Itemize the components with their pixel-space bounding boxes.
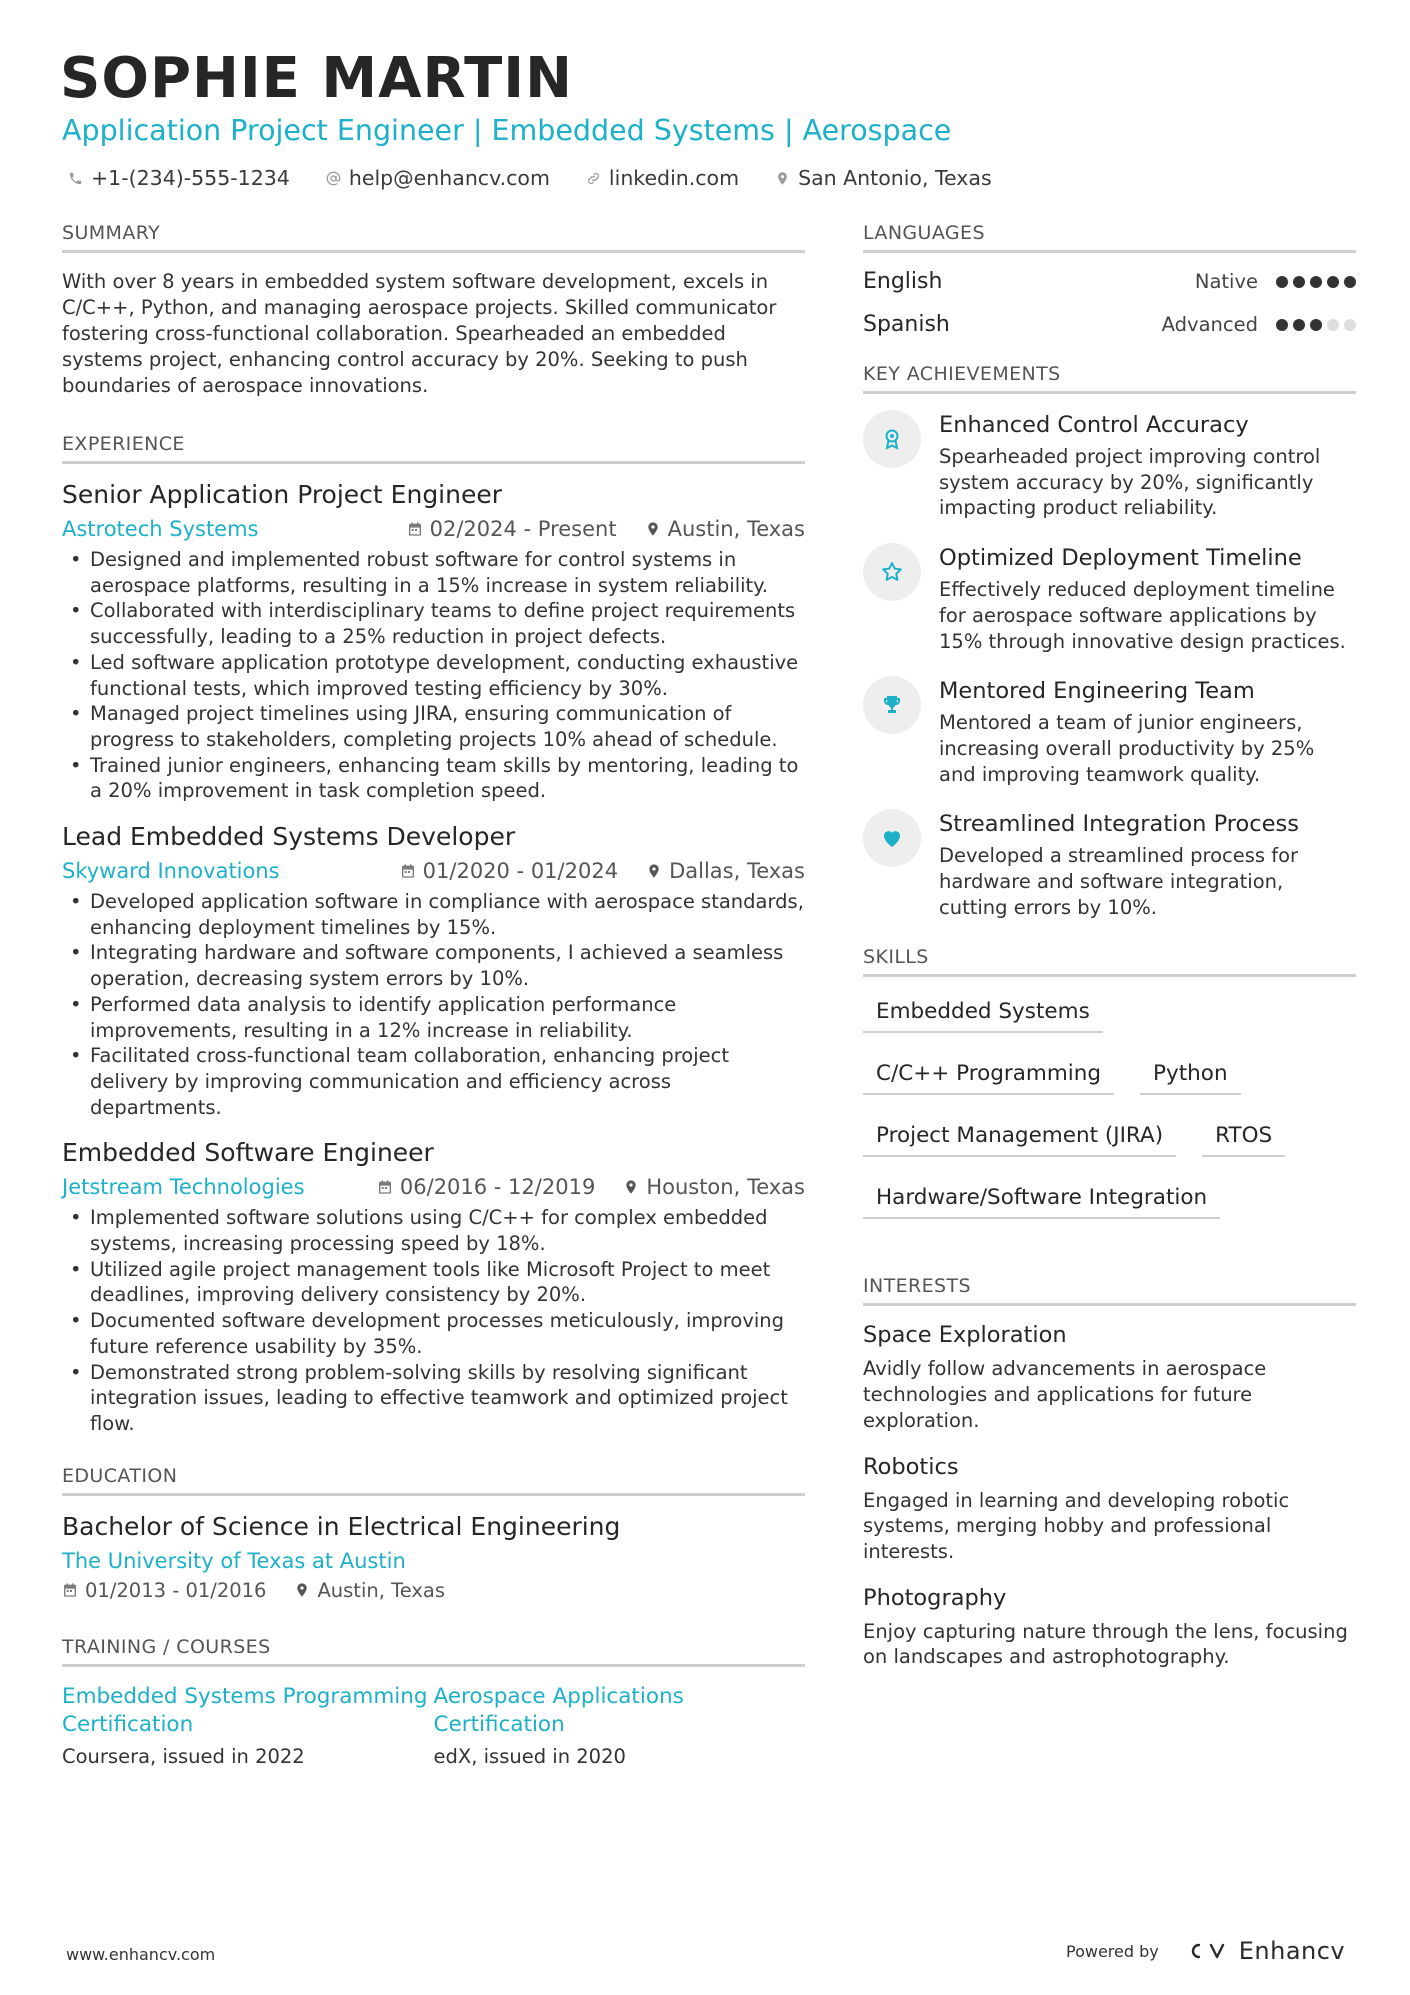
skill-tags <box>863 991 1356 1219</box>
achievement-item <box>863 676 1356 787</box>
email-text: help@enhancv.com <box>348 166 550 190</box>
job-dates <box>400 859 618 883</box>
skill-tag: Python <box>1140 1053 1241 1095</box>
job-tagline: Application Project Engineer | Embedded Systems | Aerospace <box>62 114 952 147</box>
proficiency-dot <box>1327 276 1339 288</box>
education-meta <box>62 1579 805 1602</box>
course-item <box>434 1683 806 1768</box>
language-name: Spanish <box>863 312 950 337</box>
trophy-icon <box>880 693 904 717</box>
experience-heading: EXPERIENCE <box>62 433 805 464</box>
achievement-body <box>939 543 1356 654</box>
job-bullets <box>62 547 805 804</box>
achievement-item <box>863 410 1356 521</box>
location-text: San Antonio, Texas <box>798 166 992 190</box>
proficiency-dot <box>1327 319 1339 331</box>
bullet-item: • Designed and implemented robust software for control systems in aerospace platforms, resulting in a 15% increase in system reliability. <box>90 547 805 598</box>
location-pin-icon <box>775 171 790 186</box>
summary-text: With over 8 years in embedded system software development, excels in C/C++, Python, and managing aerospace projects. Skilled communicator fostering cross-functional collaboration. Spearheaded an embedded systems project, enhancing control accuracy by 20%. Seeking to push boundaries of aerospace innovations. <box>62 270 777 397</box>
company-name: Astrotech Systems <box>62 517 259 541</box>
language-row <box>863 269 1356 294</box>
bullet-item: • Facilitated cross-functional team collaboration, enhancing project delivery by improving communication and efficiency across departments. <box>90 1043 805 1120</box>
calendar-icon <box>62 1582 78 1598</box>
skills-section <box>863 946 1356 1219</box>
school-name: The University of Texas at Austin <box>62 1548 406 1573</box>
bullet-item: • Trained junior engineers, enhancing team skills by mentoring, leading to a 20% improvement in task completion speed. <box>90 753 805 804</box>
location-pin-icon <box>623 1179 639 1195</box>
job-meta <box>62 517 805 541</box>
language-level: Advanced <box>1161 313 1258 336</box>
calendar-icon <box>377 1179 393 1195</box>
proficiency-dots <box>1276 276 1356 288</box>
bullet-item: • Developed application software in compliance with aerospace standards, enhancing deployment timelines by 15%. <box>90 889 805 940</box>
education-section <box>62 1465 805 1602</box>
proficiency-dot <box>1344 319 1356 331</box>
achievement-body <box>939 410 1356 521</box>
languages-section <box>863 222 1356 337</box>
languages-heading: LANGUAGES <box>863 222 1356 253</box>
footer-branding <box>1066 1937 1345 1965</box>
contact-phone[interactable] <box>68 166 290 190</box>
achievement-desc: Mentored a team of junior engineers, increasing overall productivity by 25% and improving teamwork quality. <box>939 711 1315 786</box>
footer-website[interactable]: www.enhancv.com <box>66 1945 216 1964</box>
experience-section <box>62 433 805 1437</box>
interests-section <box>863 1275 1356 1670</box>
skill-tag: RTOS <box>1202 1115 1285 1157</box>
education-dates-text: 01/2013 - 01/2016 <box>85 1578 267 1602</box>
award-icon <box>880 427 904 451</box>
proficiency-dot <box>1310 319 1322 331</box>
company-name: Skyward Innovations <box>62 859 280 884</box>
achievement-item <box>863 543 1356 654</box>
interest-desc: Enjoy capturing nature through the lens, focusing on landscapes and astrophotography. <box>863 1619 1348 1669</box>
job-entry <box>62 480 805 804</box>
bullet-item: • Collaborated with interdisciplinary teams to define project requirements successfully, leading to a 25% reduction in project defects. <box>90 598 805 649</box>
skills-heading: SKILLS <box>863 946 1356 977</box>
proficiency-dot <box>1310 276 1322 288</box>
achievements-heading: KEY ACHIEVEMENTS <box>863 363 1356 394</box>
achievement-icon-badge <box>863 410 921 468</box>
proficiency-dots <box>1276 319 1356 331</box>
contact-location <box>775 166 992 190</box>
training-heading: TRAINING / COURSES <box>62 1636 805 1667</box>
linkedin-text: linkedin.com <box>608 166 740 190</box>
skill-tag: C/C++ Programming <box>863 1053 1114 1095</box>
job-location <box>623 1175 805 1199</box>
calendar-icon <box>400 863 416 879</box>
achievement-desc: Developed a streamlined process for hardware and software integration, cutting errors by 10%. <box>939 844 1299 919</box>
interest-title: Photography <box>863 1584 1007 1611</box>
education-location <box>294 1579 445 1602</box>
course-title: Embedded Systems Programming Certification <box>62 1683 428 1737</box>
achievements-section <box>863 363 1356 920</box>
left-column <box>62 222 805 1802</box>
proficiency-dot <box>1276 276 1288 288</box>
course-provider: Coursera, issued in 2022 <box>62 1744 305 1768</box>
education-location-text: Austin, Texas <box>317 1578 446 1602</box>
brand-name[interactable]: Enhancv <box>1238 1937 1346 1965</box>
achievement-title: Streamlined Integration Process <box>939 811 1299 838</box>
proficiency-dot <box>1276 319 1288 331</box>
summary-heading: SUMMARY <box>62 222 805 253</box>
candidate-name: SOPHIE MARTIN <box>60 46 574 111</box>
star-icon <box>880 560 904 584</box>
bullet-item: • Performed data analysis to identify application performance improvements, resulting in a 12% increase in reliability. <box>90 992 805 1043</box>
job-location <box>646 859 805 883</box>
language-row <box>863 312 1356 337</box>
location-pin-icon <box>646 863 662 879</box>
job-location-text: Dallas, Texas <box>669 859 805 884</box>
course-list <box>62 1683 805 1768</box>
link-icon <box>586 171 601 186</box>
job-dates-text: 02/2024 - Present <box>429 517 617 541</box>
job-title: Lead Embedded Systems Developer <box>62 822 516 852</box>
calendar-icon <box>407 521 423 537</box>
location-pin-icon <box>294 1582 310 1598</box>
contact-email[interactable] <box>326 166 550 190</box>
job-entry <box>62 822 805 1120</box>
job-dates <box>407 517 617 541</box>
bullet-item: • Utilized agile project management tools like Microsoft Project to meet deadlines, improving delivery consistency by 20%. <box>90 1257 805 1308</box>
job-meta <box>62 1175 805 1199</box>
job-location <box>645 517 805 541</box>
proficiency-dot <box>1293 319 1305 331</box>
job-location-text: Austin, Texas <box>667 517 805 541</box>
powered-by-label: Powered by <box>1066 1941 1159 1961</box>
job-entry <box>62 1138 805 1436</box>
course-provider: edX, issued in 2020 <box>433 1744 626 1768</box>
achievement-body <box>939 809 1356 920</box>
education-heading: EDUCATION <box>62 1465 805 1496</box>
achievement-body <box>939 676 1356 787</box>
skill-tag: Project Management (JIRA) <box>863 1115 1176 1157</box>
interest-item <box>863 1322 1356 1433</box>
achievement-title: Enhanced Control Accuracy <box>939 412 1249 438</box>
job-title: Senior Application Project Engineer <box>62 480 503 509</box>
job-bullets <box>62 889 805 1120</box>
company-name: Jetstream Technologies <box>62 1175 305 1200</box>
bullet-item: • Implemented software solutions using C/C++ for complex embedded systems, increasing processing speed by 18%. <box>90 1205 805 1256</box>
contact-linkedin[interactable] <box>586 166 739 190</box>
job-dates <box>377 1175 595 1199</box>
skill-tag: Hardware/Software Integration <box>863 1177 1220 1219</box>
job-dates-text: 01/2020 - 01/2024 <box>422 859 619 884</box>
enhancv-logo-icon <box>1185 1940 1225 1962</box>
job-bullets <box>62 1205 805 1436</box>
achievement-icon-badge <box>863 676 921 734</box>
job-title: Embedded Software Engineer <box>62 1138 434 1168</box>
job-location-text: Houston, Texas <box>646 1175 805 1200</box>
achievement-title: Optimized Deployment Timeline <box>939 545 1302 572</box>
job-meta <box>62 859 805 883</box>
job-dates-text: 06/2016 - 12/2019 <box>399 1175 596 1200</box>
interest-desc: Avidly follow advancements in aerospace technologies and applications for future exploration. <box>863 1357 1267 1432</box>
interests-heading: INTERESTS <box>863 1275 1356 1306</box>
achievement-title: Mentored Engineering Team <box>939 678 1255 705</box>
contact-bar <box>68 166 992 190</box>
proficiency-dot <box>1293 276 1305 288</box>
language-name: English <box>863 269 943 294</box>
bullet-item: • Demonstrated strong problem-solving skills by resolving significant integration issues, leading to effective teamwork and optimized project flow. <box>90 1360 805 1437</box>
language-level: Native <box>1194 270 1258 293</box>
interest-item <box>863 1585 1356 1670</box>
course-title: Aerospace Applications Certification <box>433 1683 684 1737</box>
location-pin-icon <box>645 521 661 537</box>
summary-section <box>62 222 805 399</box>
bullet-item: • Led software application prototype development, conducting exhaustive functional tests, which improved testing efficiency by 30%. <box>90 650 805 701</box>
proficiency-dot <box>1344 276 1356 288</box>
degree-title: Bachelor of Science in Electrical Engineering <box>62 1511 621 1541</box>
phone-text: +1-(234)-555-1234 <box>91 166 290 190</box>
bullet-item: • Integrating hardware and software components, I achieved a seamless operation, decreasing system errors by 10%. <box>90 940 805 991</box>
bullet-item: • Documented software development processes meticulously, improving future reference usability by 35%. <box>90 1308 805 1359</box>
right-column <box>863 222 1356 1704</box>
interest-title: Robotics <box>863 1453 959 1480</box>
phone-icon <box>68 171 83 186</box>
interest-desc: Engaged in learning and developing robotic systems, merging hobby and professional interests. <box>863 1488 1290 1563</box>
achievement-icon-badge <box>863 809 921 867</box>
course-item <box>62 1683 434 1768</box>
interest-title: Space Exploration <box>863 1322 1067 1349</box>
education-dates <box>62 1579 266 1602</box>
skill-tag: Embedded Systems <box>863 991 1103 1033</box>
at-icon <box>326 171 341 186</box>
training-section <box>62 1636 805 1768</box>
achievement-desc: Spearheaded project improving control system accuracy by 20%, significantly impacting product reliability. <box>939 445 1321 520</box>
achievement-icon-badge <box>863 543 921 601</box>
interest-item <box>863 1454 1356 1565</box>
achievement-item <box>863 809 1356 920</box>
bullet-item: • Managed project timelines using JIRA, ensuring communication of progress to stakeholders, completing projects 10% ahead of schedule. <box>90 701 805 752</box>
heart-icon <box>880 826 904 850</box>
achievement-desc: Effectively reduced deployment timeline for aerospace software applications by 15% through innovative design practices. <box>939 578 1346 653</box>
